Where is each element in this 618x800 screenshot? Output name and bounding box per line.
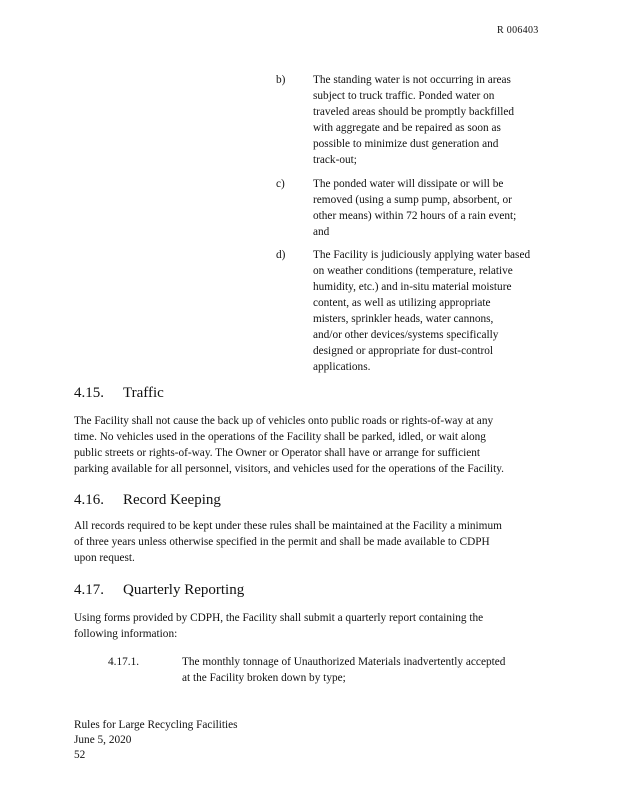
list-item-text-d bbox=[313, 247, 553, 375]
section-heading-traffic bbox=[74, 384, 164, 402]
text-line: removed (using a sump pump, absorbent, or bbox=[313, 194, 512, 206]
text-line: and/or other devices/systems specifically bbox=[313, 329, 499, 341]
section-body-record-keeping bbox=[74, 518, 534, 566]
list-item-letter-d: d) bbox=[276, 249, 286, 261]
text-line: The monthly tonnage of Unauthorized Materials inadvertently accepted bbox=[182, 656, 506, 668]
text-line: The Facility shall not cause the back up of vehicles onto public roads or rights-of-way at any bbox=[74, 415, 494, 427]
footer-page-number: 52 bbox=[74, 749, 86, 761]
text-line: track-out; bbox=[313, 154, 357, 166]
bates-number: R 006403 bbox=[497, 25, 539, 36]
section-heading-record-keeping bbox=[74, 491, 221, 509]
text-line: on weather conditions (temperature, relative bbox=[313, 265, 513, 277]
text-line: The Facility is judiciously applying water based bbox=[313, 249, 531, 261]
text-line: time. No vehicles used in the operations of the Facility shall be parked, idled, or wait along bbox=[74, 431, 486, 443]
text-line: traveled areas should be promptly backfilled bbox=[313, 106, 515, 118]
subitem-number: 4.17.1. bbox=[108, 656, 140, 668]
footer-date: June 5, 2020 bbox=[74, 734, 132, 746]
section-number: 4.16. bbox=[74, 492, 104, 508]
section-title: Record Keeping bbox=[123, 492, 221, 508]
list-item-letter-c: c) bbox=[276, 178, 285, 190]
section-body-traffic bbox=[74, 413, 534, 477]
text-line: at the Facility broken down by type; bbox=[182, 672, 346, 684]
footer-title: Rules for Large Recycling Facilities bbox=[74, 719, 238, 731]
section-body-quarterly-reporting bbox=[74, 610, 534, 642]
text-line: with aggregate and be repaired as soon as bbox=[313, 122, 501, 134]
text-line: upon request. bbox=[74, 552, 135, 564]
text-line: and bbox=[313, 226, 330, 238]
text-line: Using forms provided by CDPH, the Facility shall submit a quarterly report containing the bbox=[74, 612, 484, 624]
text-line: designed or appropriate for dust-control bbox=[313, 345, 494, 357]
text-line: misters, sprinkler heads, water cannons, bbox=[313, 313, 494, 325]
list-item-letter-b: b) bbox=[276, 74, 286, 86]
page-footer bbox=[74, 718, 238, 763]
text-line: subject to truck traffic. Ponded water on bbox=[313, 90, 495, 102]
text-line: public streets or rights-of-way. The Owner or Operator shall have or arrange for sufficient bbox=[74, 447, 481, 459]
text-line: The standing water is not occurring in areas bbox=[313, 74, 511, 86]
text-line: following information: bbox=[74, 628, 178, 640]
text-line: parking available for all personnel, visitors, and vehicles used for the operations of the Facility. bbox=[74, 463, 504, 475]
text-line: The ponded water will dissipate or will be bbox=[313, 178, 504, 190]
text-line: other means) within 72 hours of a rain event; bbox=[313, 210, 517, 222]
text-line: of three years unless otherwise specified in the permit and shall be made available to CDPH bbox=[74, 536, 490, 548]
text-line: humidity, etc.) and in-situ material moisture bbox=[313, 281, 512, 293]
section-title: Traffic bbox=[123, 385, 164, 401]
text-line: possible to minimize dust generation and bbox=[313, 138, 499, 150]
text-line: applications. bbox=[313, 361, 371, 373]
text-line: content, as well as utilizing appropriate bbox=[313, 297, 491, 309]
section-heading-quarterly-reporting bbox=[74, 581, 244, 599]
section-number: 4.15. bbox=[74, 385, 104, 401]
subitem-text bbox=[182, 654, 542, 686]
section-title: Quarterly Reporting bbox=[123, 582, 245, 598]
list-item-text-c bbox=[313, 176, 553, 240]
section-number: 4.17. bbox=[74, 582, 104, 598]
text-line: All records required to be kept under these rules shall be maintained at the Facility a minimum bbox=[74, 520, 502, 532]
list-item-text-b bbox=[313, 72, 553, 168]
